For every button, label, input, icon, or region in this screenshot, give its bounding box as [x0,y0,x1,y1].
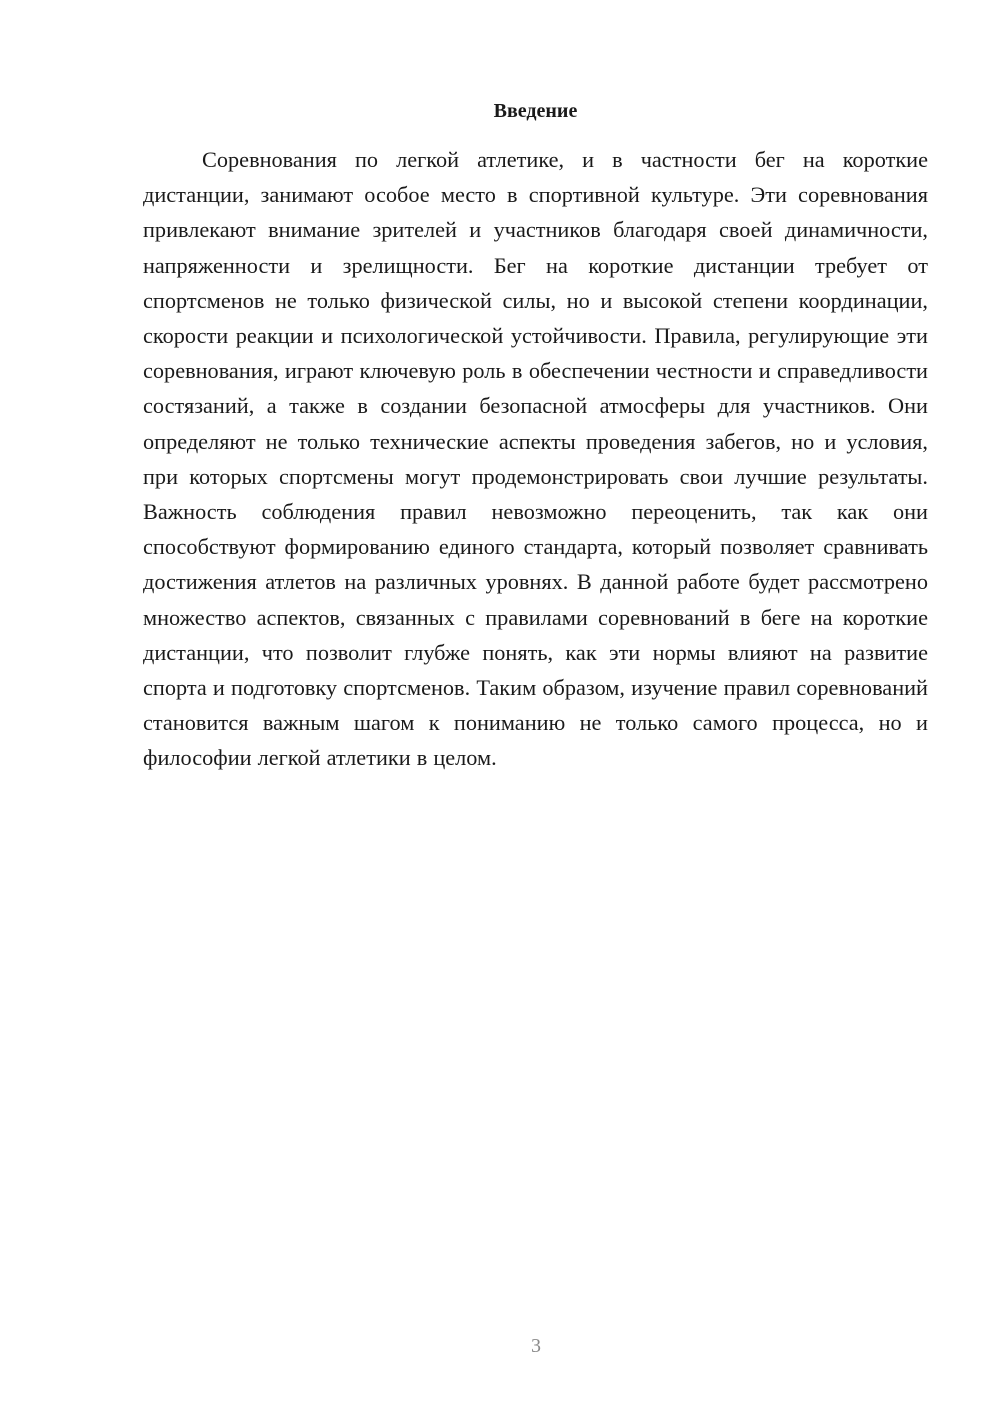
page-number: 3 [531,1335,541,1357]
body-paragraph: Соревнования по легкой атлетике, и в частности бег на короткие дистанции, занимают особое место в спортивной культуре. Эти соревнования привлекают внимание зрителей и участников благодаря своей динамичности, напряженности и зрелищности. Бег на короткие дистанции требует от спортсменов не только физической силы, но и высокой степени координации, скорости реакции и психологической устойчивости. Правила, регулирующие эти соревнования, играют ключевую роль в обеспечении честности и справедливости состязаний, а также в создании безопасной атмосферы для участников. Они определяют не только технические аспекты проведения забегов, но и условия, при которых спортсмены могут продемонстрировать свои лучшие результаты. Важность соблюдения правил невозможно переоценить, так как они способствуют формированию единого стандарта, который позволяет сравнивать достижения атлетов на различных уровнях. В данной работе будет рассмотрено множество аспектов, связанных с правилами соревнований в беге на короткие дистанции, что позволит глубже понять, как эти нормы влияют на развитие спорта и подготовку спортсменов. Таким образом, изучение правил соревнований становится важным шагом к пониманию не только самого процесса, но и философии легкой атлетики в целом. [143,147,928,771]
section-title: Введение [493,100,578,122]
